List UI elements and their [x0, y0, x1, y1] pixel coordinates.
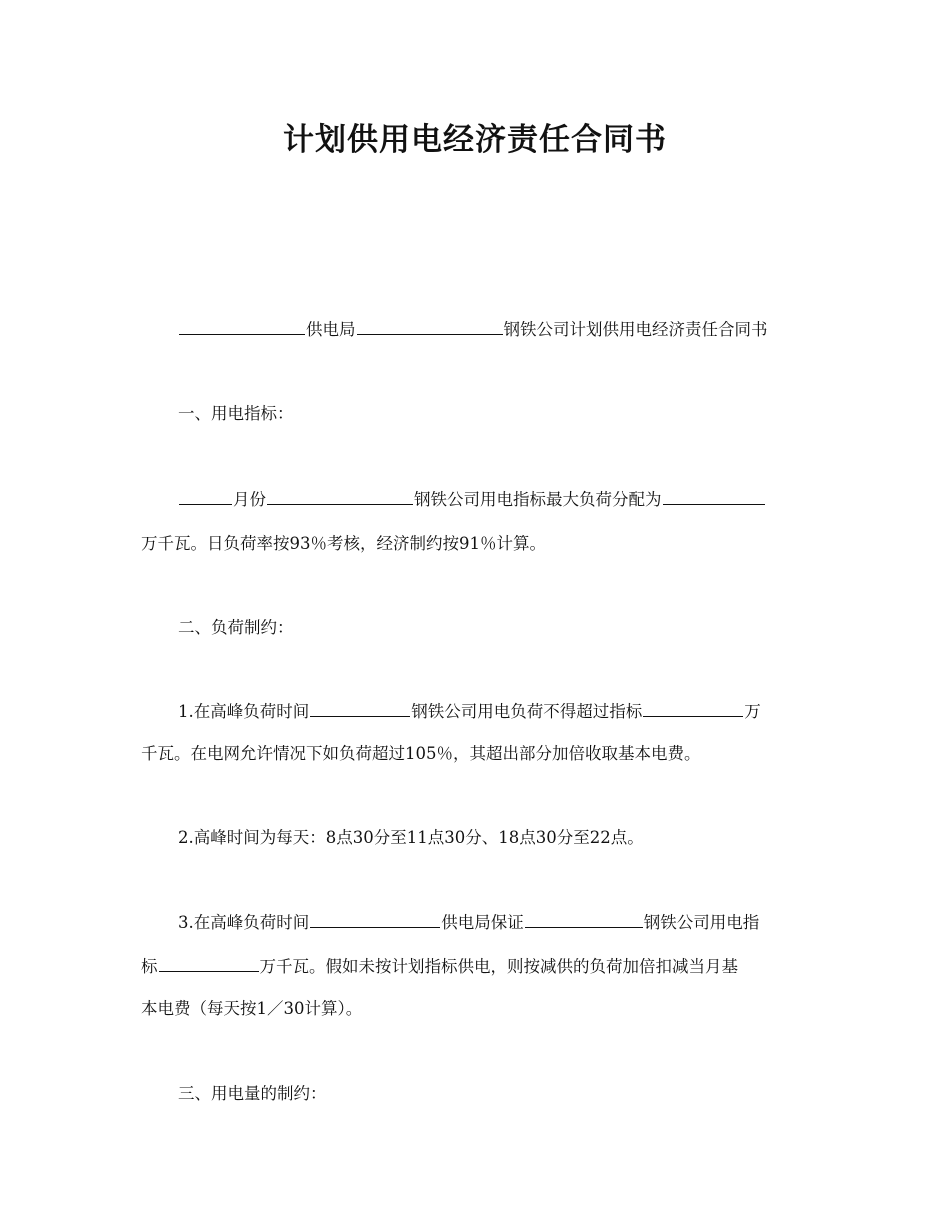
- blank-line: [663, 486, 765, 505]
- blank-line: [525, 909, 643, 928]
- blank-line: [179, 316, 305, 335]
- text-segment: 标: [141, 957, 158, 976]
- section-heading-2: 二、负荷制约：: [178, 618, 294, 637]
- paragraph-line: [141, 900, 850, 946]
- paragraph-line: 万千瓦。日负荷率按93％考核，经济制约按91％计算。: [141, 534, 546, 553]
- paragraph-line: 本电费（每天按1／30计算）。: [141, 999, 363, 1018]
- text-segment: 供电局: [306, 320, 356, 339]
- section-heading-3: 三、用电量的制约：: [178, 1084, 327, 1103]
- text-segment: 月份: [233, 490, 266, 509]
- paragraph-line: 2.高峰时间为每天：8点30分至11点30分、18点30分至22点。: [178, 828, 644, 847]
- text-segment: 供电局保证: [441, 913, 524, 932]
- blank-line: [310, 909, 440, 928]
- section-heading-1: 一、用电指标：: [178, 404, 294, 423]
- paragraph-line: [141, 689, 850, 735]
- blank-line: [357, 316, 503, 335]
- blank-line: [159, 953, 259, 972]
- text-segment: 万: [744, 702, 761, 721]
- blank-line: [267, 486, 413, 505]
- paragraph-line: [141, 477, 850, 523]
- blank-line: [179, 486, 232, 505]
- text-segment: 钢铁公司用电指: [643, 913, 760, 932]
- contract-heading-line: [141, 307, 850, 353]
- blank-line: [310, 698, 410, 717]
- paragraph-line: [141, 944, 813, 990]
- text-segment: 3.在高峰负荷时间: [178, 913, 310, 932]
- text-segment: 钢铁公司用电负荷不得超过指标: [411, 702, 643, 721]
- text-segment: 万千瓦。假如未按计划指标供电，则按减供的负荷加倍扣减当月基: [259, 957, 738, 976]
- blank-line: [643, 698, 743, 717]
- text-segment: 钢铁公司计划供用电经济责任合同书: [503, 320, 768, 339]
- text-segment: 1.在高峰负荷时间: [178, 702, 310, 721]
- paragraph-line: 千瓦。在电网允许情况下如负荷超过105％，其超出部分加倍收取基本电费。: [141, 744, 701, 763]
- text-segment: 钢铁公司用电指标最大负荷分配为: [414, 490, 662, 509]
- document-title: 计划供用电经济责任合同书: [283, 122, 667, 158]
